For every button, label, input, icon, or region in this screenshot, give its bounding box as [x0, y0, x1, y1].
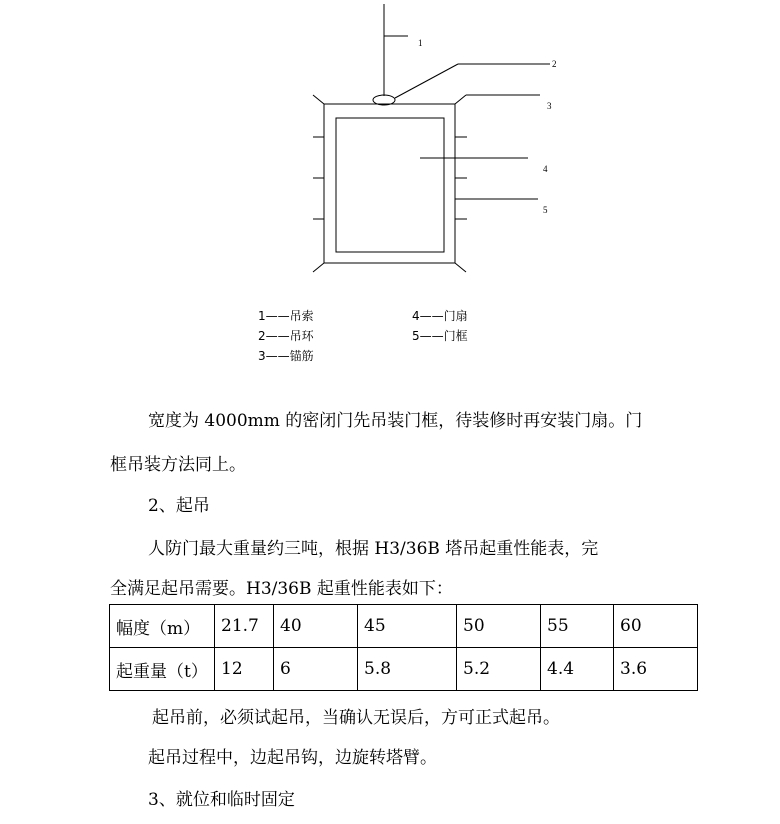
- table-cell: 5.2: [457, 648, 541, 691]
- legend-item-anchor: 3——锚筋: [258, 349, 314, 363]
- paragraph-1-line-2: 框吊装方法同上。: [110, 455, 246, 475]
- table-cell: 60: [614, 605, 698, 648]
- table-row: [110, 648, 698, 691]
- section-heading-positioning: 3、就位和临时固定: [148, 790, 295, 810]
- table-cell: 40: [274, 605, 358, 648]
- legend-item-ring: 2——吊环: [258, 329, 314, 343]
- table-cell: 21.7: [215, 605, 274, 648]
- callout-1: 1: [418, 38, 423, 48]
- table-cell: 6: [274, 648, 358, 691]
- table-cell: 4.4: [541, 648, 614, 691]
- inner-leaf: [336, 118, 444, 252]
- callout-4: 4: [543, 164, 548, 174]
- table-cell: 幅度（m）: [110, 605, 215, 648]
- table-cell: 12: [215, 648, 274, 691]
- door-lifting-diagram: [0, 0, 780, 363]
- corner-anchor-bl: [313, 263, 324, 272]
- callout-5: 5: [543, 205, 548, 215]
- paragraph-1-line-1: 宽度为 4000mm 的密闭门先吊装门框，待装修时再安装门扇。门: [148, 411, 643, 431]
- table-cell: 3.6: [614, 648, 698, 691]
- section-heading-lifting: 2、起吊: [148, 496, 210, 516]
- corner-anchor-tl: [313, 95, 324, 104]
- paragraph-4: 起吊过程中，边起吊钩，边旋转塔臂。: [148, 748, 437, 768]
- paragraph-3: 起吊前，必须试起吊，当确认无误后，方可正式起吊。: [152, 708, 560, 728]
- outer-frame: [324, 104, 455, 263]
- paragraph-2-line-2: 全满足起吊需要。H3/36B 起重性能表如下：: [110, 579, 453, 599]
- table-cell: 5.8: [358, 648, 457, 691]
- table-cell: 45: [358, 605, 457, 648]
- table-row: [110, 605, 698, 648]
- callout-3: 3: [547, 101, 552, 111]
- leader-2a: [395, 64, 458, 98]
- legend-item-frame: 5——门框: [412, 329, 468, 343]
- corner-anchor-tr: [455, 95, 466, 104]
- legend-item-sling: 1——吊索: [258, 309, 314, 323]
- paragraph-2-line-1: 人防门最大重量约三吨，根据 H3/36B 塔吊起重性能表，完: [148, 539, 599, 559]
- table-cell: 起重量（t）: [110, 648, 215, 691]
- table-cell: 50: [457, 605, 541, 648]
- legend-item-leaf: 4——门扇: [412, 309, 468, 323]
- crane-capacity-table: [109, 604, 698, 691]
- callout-2: 2: [552, 59, 557, 69]
- corner-anchor-br: [455, 263, 466, 272]
- table-cell: 55: [541, 605, 614, 648]
- door-frame-drawing: [0, 0, 780, 300]
